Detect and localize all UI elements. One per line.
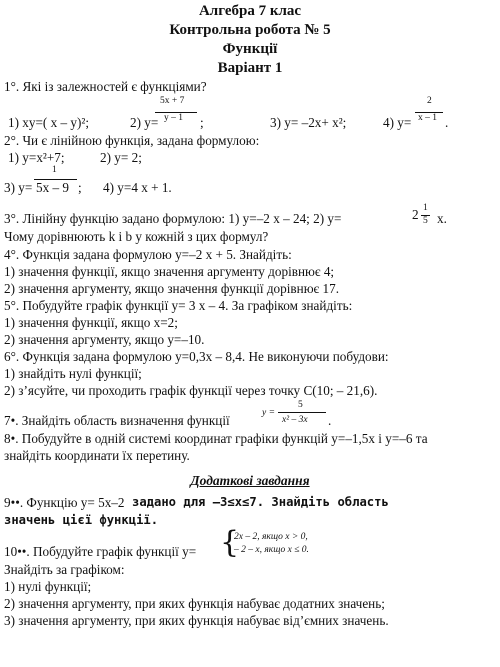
q6-part2: 2) з’ясуйте, чи проходить графік функції через точку С(10; – 21,6). <box>4 383 378 398</box>
q10-part3: 3) значення аргументу, при яких функція набуває від’ємних значень. <box>4 613 389 628</box>
q1-option2-numerator: 5x + 7 <box>160 96 185 106</box>
q10-part1: 1) нулі функції; <box>4 579 92 594</box>
q3-question: Чому дорівнюють k і b у кожній з цих формул? <box>4 229 269 244</box>
q7-tail: . <box>328 413 332 428</box>
q1-option2-denominator: y – 1 <box>164 113 183 123</box>
variant-title: Варіант 1 <box>217 60 283 76</box>
q1-option3: 3) y= –2x+ x²; <box>270 115 347 130</box>
q3-mixed-whole: 2 <box>412 207 419 222</box>
q9-prompt-start: 9••. Функцію y= 5x–2 <box>4 495 125 510</box>
q1-prompt: 1°. Які із залежностей є функціями? <box>4 79 207 94</box>
test-title: Контрольна робота № 5 <box>169 22 331 38</box>
q4-part1: 1) значення функції, якщо значення аргументу дорівнює 4; <box>4 264 335 279</box>
q10-prompt: 10••. Побудуйте графік функції y= <box>4 544 197 559</box>
q10-subprompt: Знайдіть за графіком: <box>4 562 125 577</box>
q9-continuation: значень цієї функції. <box>4 513 159 527</box>
topic-title: Функції <box>222 41 278 57</box>
q3-mixed-denominator: 5 <box>423 216 428 226</box>
q5-part2: 2) значення аргументу, якщо y=–10. <box>4 332 205 347</box>
q4-prompt: 4°. Функція задана формулою y=–2 x + 5. Знайдіть: <box>4 247 292 262</box>
q2-option3-tail: ; <box>78 180 82 195</box>
q2-option3-numerator: 1 <box>52 165 57 175</box>
q7-prompt: 7•. Знайдіть область визначення функції <box>4 413 230 428</box>
q3-tail: x. <box>437 211 447 226</box>
q9-prompt-end: задано для –3≤x≤7. Знайдіть область <box>132 495 389 509</box>
q6-prompt: 6°. Функція задана формулою y=0,3x – 8,4. Не виконуючи побудови: <box>4 349 389 364</box>
extra-tasks-heading: Додаткові завдання <box>190 473 310 488</box>
q4-part2: 2) значення аргументу, якщо значення функції дорівнює 17. <box>4 281 339 296</box>
q10-part2: 2) значення аргументу, при яких функція набуває додатних значень; <box>4 596 385 611</box>
q7-numerator: 5 <box>298 400 303 410</box>
q10-case1: 2x – 2, якщо x > 0, <box>234 532 308 542</box>
q2-prompt: 2°. Чи є лінійною функція, задана формулою: <box>4 133 260 148</box>
q7-denominator: x² – 3x <box>282 415 308 425</box>
q1-option4-tail: . <box>445 115 449 130</box>
q1-option4-lhs: 4) y= <box>383 115 412 130</box>
q3-mixed-numerator: 1 <box>423 203 428 213</box>
q1-option4-denominator: x – 1 <box>418 113 437 123</box>
q5-part1: 1) значення функції, якщо x=2; <box>4 315 178 330</box>
q2-option2: 2) y= 2; <box>100 150 142 165</box>
q1-option2-lhs: 2) y= <box>130 115 159 130</box>
course-title: Алгебра 7 клас <box>198 3 302 19</box>
q3-formulas: 3°. Лінійну функцію задано формулою: 1) y=–2 x – 24; 2) y= <box>4 211 342 226</box>
q8-continuation: знайдіть координати їх перетину. <box>4 448 190 463</box>
q1-option2-tail: ; <box>200 115 204 130</box>
q2-option4: 4) y=4 x + 1. <box>103 180 172 195</box>
q5-prompt: 5°. Побудуйте графік функції y= 3 x – 4. За графіком знайдіть: <box>4 298 353 313</box>
q1-option1: 1) xy=( x – y)²; <box>8 115 89 130</box>
q8-prompt: 8•. Побудуйте в одній системі координат графіки функцій y=–1,5x і y=–6 та <box>4 431 428 446</box>
q7-lhs: y = <box>262 408 276 418</box>
q2-option1: 1) y=x²+7; <box>8 150 65 165</box>
piecewise-brace: { <box>220 525 240 560</box>
q6-part1: 1) знайдіть нулі функції; <box>4 366 142 381</box>
q2-option3-lhs: 3) y= <box>4 180 33 195</box>
q10-case2: – 2 – x, якщо x ≤ 0. <box>234 545 309 555</box>
q2-option3-denominator: 5x – 9 <box>36 180 69 195</box>
q7-fraction-bar <box>278 412 326 413</box>
q1-option4-numerator: 2 <box>427 96 432 106</box>
